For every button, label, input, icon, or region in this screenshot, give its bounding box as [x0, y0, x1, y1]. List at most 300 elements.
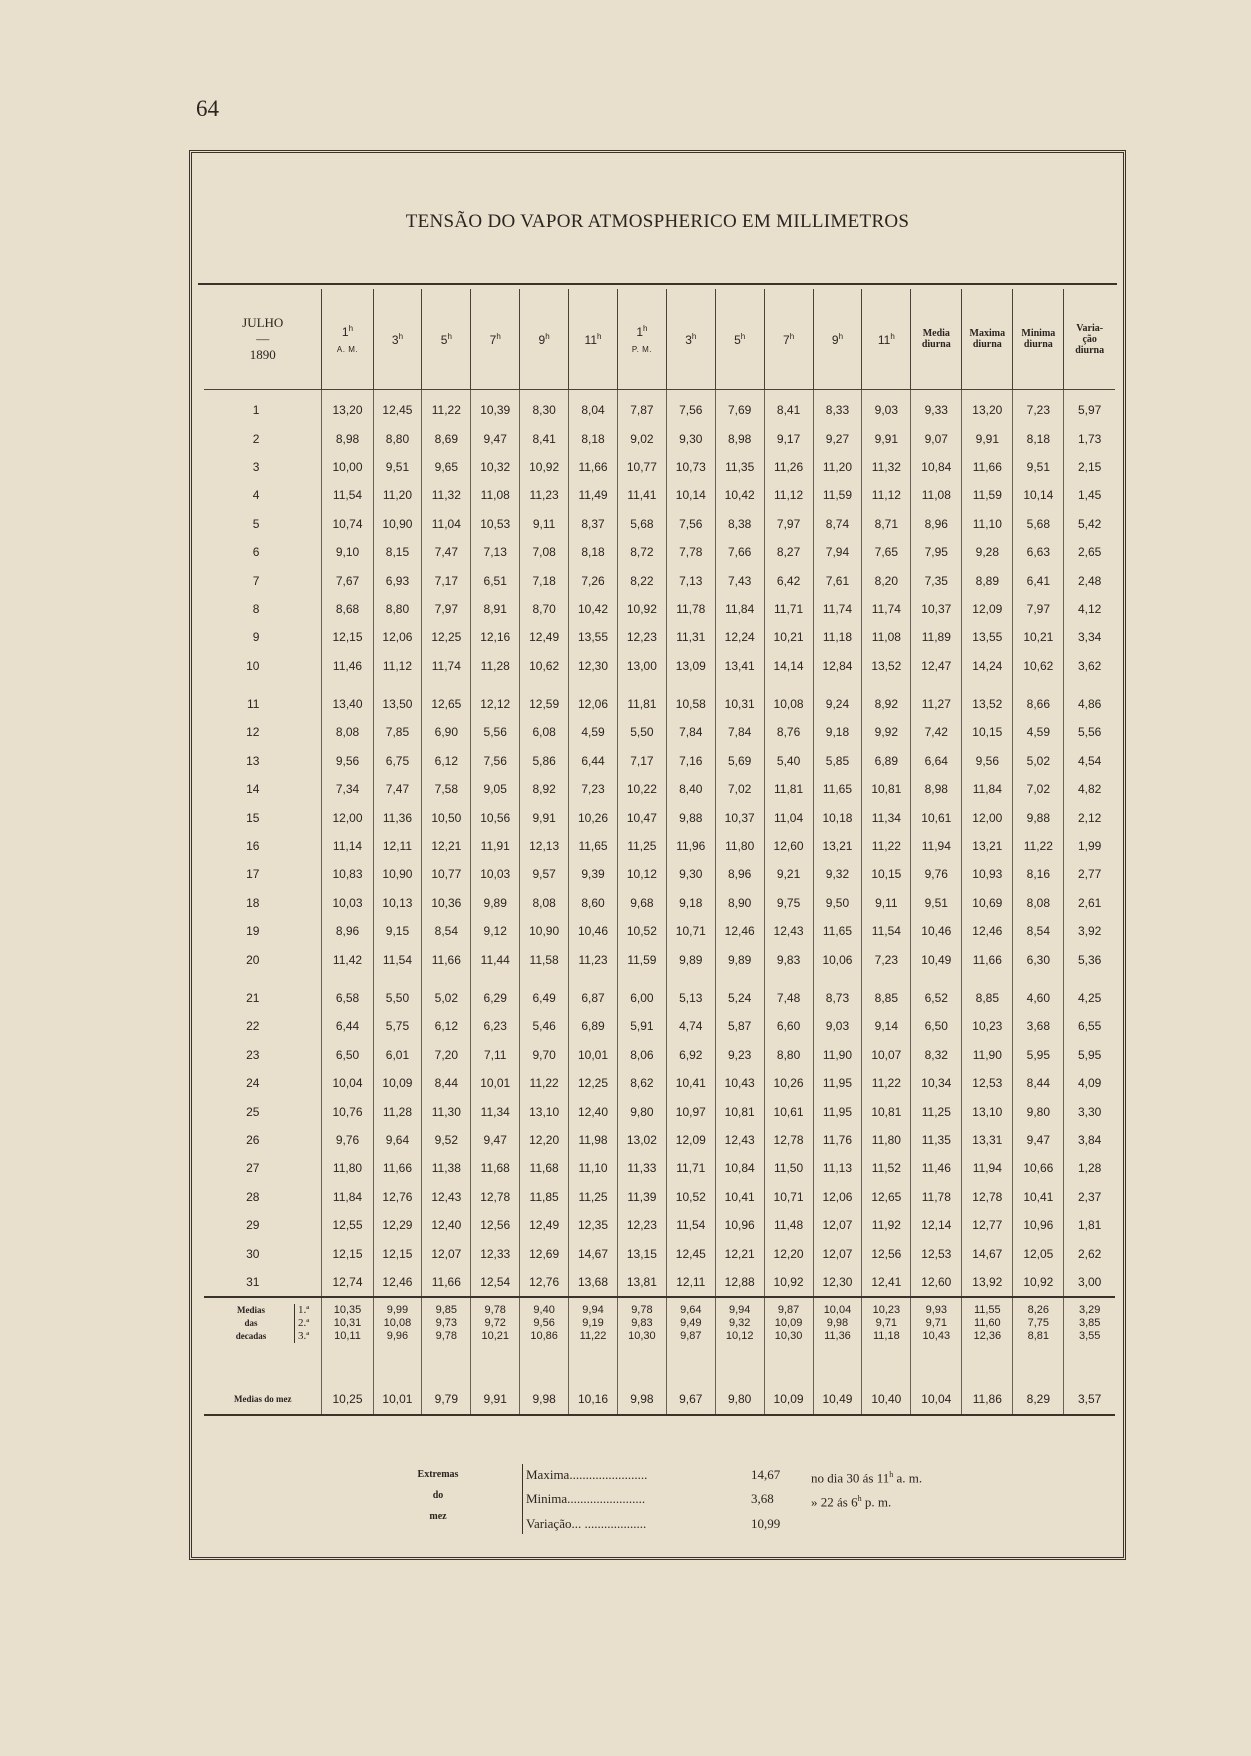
day-cell: 29: [246, 1218, 260, 1233]
value-cell: 9,07: [911, 424, 962, 452]
value-cell: 8,40: [666, 775, 715, 803]
value-cell: 12,55: [322, 1211, 373, 1239]
day-cell: 9: [252, 630, 260, 645]
value-cell: 7,78: [666, 538, 715, 566]
value-cell: 7,47: [373, 775, 422, 803]
value-cell: 12,05: [1013, 1239, 1064, 1267]
value-cell: 9,89: [715, 945, 764, 973]
value-cell: 13,52: [862, 652, 911, 680]
value-cell: 9,47: [471, 1126, 520, 1154]
value-cell: 5,13: [666, 984, 715, 1012]
value-cell: 11,44: [471, 945, 520, 973]
value-cell: 11,32: [862, 453, 911, 481]
value-cell: 10,61: [764, 1097, 813, 1125]
decada-values-cell: 3,29 3,85 3,55: [1064, 1297, 1115, 1366]
value-cell: 10,92: [520, 453, 569, 481]
value-cell: 10,62: [520, 652, 569, 680]
header-row: [204, 289, 1115, 390]
value-cell: 7,17: [422, 566, 471, 594]
value-cell: 3,84: [1064, 1126, 1115, 1154]
value-cell: 7,42: [911, 718, 962, 746]
value-cell: 10,01: [569, 1041, 618, 1069]
table-row: [204, 917, 1115, 945]
table-row: [204, 1126, 1115, 1154]
value-cell: 11,08: [911, 481, 962, 509]
value-cell: 9,56: [322, 747, 373, 775]
value-cell: 7,56: [666, 510, 715, 538]
value-cell: 5,87: [715, 1012, 764, 1040]
value-cell: 9,15: [373, 917, 422, 945]
value-cell: 7,13: [471, 538, 520, 566]
value-cell: 10,15: [962, 718, 1013, 746]
value-cell: 13,68: [569, 1268, 618, 1297]
value-cell: 7,61: [813, 566, 862, 594]
value-cell: 9,65: [422, 453, 471, 481]
value-cell: 12,53: [911, 1239, 962, 1267]
value-cell: 5,68: [1013, 510, 1064, 538]
value-cell: 2,12: [1064, 803, 1115, 831]
value-cell: 11,66: [373, 1154, 422, 1182]
value-cell: 10,01: [471, 1069, 520, 1097]
value-cell: 11,52: [862, 1154, 911, 1182]
value-cell: 9,64: [373, 1126, 422, 1154]
value-cell: 9,47: [471, 424, 520, 452]
value-cell: 8,85: [962, 984, 1013, 1012]
value-cell: 8,16: [1013, 860, 1064, 888]
value-cell: 12,25: [569, 1069, 618, 1097]
value-cell: 12,07: [813, 1239, 862, 1267]
day-cell: 8: [252, 601, 260, 616]
value-cell: 11,18: [813, 623, 862, 651]
value-cell: 12,76: [520, 1268, 569, 1297]
header-maxima-diurna: Maxima diurna: [962, 289, 1013, 390]
value-cell: 8,96: [715, 860, 764, 888]
value-cell: 13,81: [617, 1268, 666, 1297]
value-cell: 1,28: [1064, 1154, 1115, 1182]
extrema-variacao: Variação... ................... 10,99: [526, 1515, 781, 1531]
value-cell: 9,75: [764, 889, 813, 917]
medias-mez-cell: 10,04: [911, 1384, 962, 1415]
value-cell: 13,10: [520, 1097, 569, 1125]
value-cell: 11,54: [373, 945, 422, 973]
value-cell: 6,89: [862, 747, 911, 775]
value-cell: 12,41: [862, 1268, 911, 1297]
value-cell: 11,65: [813, 775, 862, 803]
value-cell: 4,12: [1064, 595, 1115, 623]
value-cell: 10,97: [666, 1097, 715, 1125]
value-cell: 11,74: [422, 652, 471, 680]
decadas-row: [204, 1297, 1115, 1366]
value-cell: 10,96: [1013, 1211, 1064, 1239]
value-cell: 11,10: [569, 1154, 618, 1182]
day-cell: 26: [246, 1132, 260, 1147]
value-cell: 13,92: [962, 1268, 1013, 1297]
value-cell: 11,34: [471, 1097, 520, 1125]
value-cell: 12,06: [813, 1183, 862, 1211]
value-cell: 11,14: [322, 832, 373, 860]
value-cell: 10,52: [617, 917, 666, 945]
decada-values-cell: 9,94 9,32 10,12: [715, 1297, 764, 1366]
value-cell: 8,22: [617, 566, 666, 594]
value-cell: 12,06: [569, 690, 618, 718]
table-row: [204, 481, 1115, 509]
value-cell: 12,23: [617, 1211, 666, 1239]
value-cell: 11,48: [764, 1211, 813, 1239]
value-cell: 12,14: [911, 1211, 962, 1239]
value-cell: 9,89: [471, 889, 520, 917]
day-cell: 2: [252, 431, 260, 446]
value-cell: 6,41: [1013, 566, 1064, 594]
value-cell: 9,03: [813, 1012, 862, 1040]
value-cell: 9,18: [666, 889, 715, 917]
value-cell: 9,88: [1013, 803, 1064, 831]
value-cell: 12,65: [422, 690, 471, 718]
value-cell: 6,60: [764, 1012, 813, 1040]
value-cell: 13,50: [373, 690, 422, 718]
value-cell: 10,90: [520, 917, 569, 945]
value-cell: 11,27: [911, 690, 962, 718]
decada-values-cell: 10,23 9,71 11,18: [862, 1297, 911, 1366]
value-cell: 6,01: [373, 1041, 422, 1069]
day-cell: 7: [252, 573, 260, 588]
value-cell: 12,43: [764, 917, 813, 945]
value-cell: 7,56: [666, 390, 715, 425]
value-cell: 10,74: [322, 510, 373, 538]
day-cell: 27: [246, 1161, 260, 1176]
value-cell: 11,41: [617, 481, 666, 509]
value-cell: 6,58: [322, 984, 373, 1012]
value-cell: 10,49: [911, 945, 962, 973]
value-cell: 11,98: [569, 1126, 618, 1154]
value-cell: 7,94: [813, 538, 862, 566]
medias-mez-label: Medias do mez: [204, 1384, 322, 1415]
value-cell: 12,45: [373, 390, 422, 425]
table-row: [204, 595, 1115, 623]
value-cell: 11,13: [813, 1154, 862, 1182]
value-cell: 7,97: [764, 510, 813, 538]
day-cell: 3: [252, 459, 260, 474]
value-cell: 10,71: [666, 917, 715, 945]
value-cell: 2,65: [1064, 538, 1115, 566]
value-cell: 14,14: [764, 652, 813, 680]
value-cell: 8,90: [715, 889, 764, 917]
value-cell: 1,73: [1064, 424, 1115, 452]
value-cell: 8,92: [862, 690, 911, 718]
value-cell: 11,04: [422, 510, 471, 538]
value-cell: 10,62: [1013, 652, 1064, 680]
value-cell: 10,84: [911, 453, 962, 481]
value-cell: 10,08: [764, 690, 813, 718]
value-cell: 7,85: [373, 718, 422, 746]
value-cell: 9,28: [962, 538, 1013, 566]
header-minima-diurna: Minima diurna: [1013, 289, 1064, 390]
day-cell: 31: [246, 1274, 260, 1289]
value-cell: 12,15: [322, 623, 373, 651]
value-cell: 11,90: [813, 1041, 862, 1069]
header-hour: 11$^h$: [569, 289, 618, 390]
value-cell: 7,43: [715, 566, 764, 594]
value-cell: 12,76: [373, 1183, 422, 1211]
value-cell: 11,66: [569, 453, 618, 481]
value-cell: 9,21: [764, 860, 813, 888]
value-cell: 10,23: [962, 1012, 1013, 1040]
value-cell: 13,09: [666, 652, 715, 680]
value-cell: 8,60: [569, 889, 618, 917]
day-cell: 19: [246, 924, 260, 939]
value-cell: 11,25: [569, 1183, 618, 1211]
value-cell: 3,62: [1064, 652, 1115, 680]
value-cell: 9,51: [911, 889, 962, 917]
value-cell: 11,39: [617, 1183, 666, 1211]
medias-mez-cell: 10,25: [322, 1384, 373, 1415]
header-hour: 9$^h$: [520, 289, 569, 390]
value-cell: 8,68: [322, 595, 373, 623]
value-cell: 10,39: [471, 390, 520, 425]
value-cell: 11,35: [715, 453, 764, 481]
value-cell: 10,61: [911, 803, 962, 831]
value-cell: 9,14: [862, 1012, 911, 1040]
value-cell: 6,90: [422, 718, 471, 746]
value-cell: 4,60: [1013, 984, 1064, 1012]
header-hour: 3$^h$: [373, 289, 422, 390]
value-cell: 5,95: [1013, 1041, 1064, 1069]
header-hour: 7$^h$: [764, 289, 813, 390]
day-cell: 28: [246, 1189, 260, 1204]
medias-mez-cell: 10,40: [862, 1384, 911, 1415]
decada-values-cell: 9,99 10,08 9,96: [373, 1297, 422, 1366]
value-cell: 11,78: [666, 595, 715, 623]
value-cell: 11,31: [666, 623, 715, 651]
value-cell: 12,15: [373, 1239, 422, 1267]
value-cell: 12,78: [764, 1126, 813, 1154]
day-cell: 5: [252, 516, 260, 531]
value-cell: 11,54: [862, 917, 911, 945]
value-cell: 8,38: [715, 510, 764, 538]
value-cell: 9,03: [862, 390, 911, 425]
value-cell: 1,81: [1064, 1211, 1115, 1239]
value-cell: 12,46: [715, 917, 764, 945]
value-cell: 11,49: [569, 481, 618, 509]
value-cell: 10,71: [764, 1183, 813, 1211]
medias-mez-cell: 9,80: [715, 1384, 764, 1415]
value-cell: 6,51: [471, 566, 520, 594]
extrema-minima: Minima........................ 3,68 » 22 ás 6$^h$ p. m.: [526, 1491, 892, 1510]
value-cell: 2,61: [1064, 889, 1115, 917]
value-cell: 5,50: [617, 718, 666, 746]
value-cell: 5,24: [715, 984, 764, 1012]
value-cell: 11,68: [471, 1154, 520, 1182]
value-cell: 11,95: [813, 1097, 862, 1125]
value-cell: 12,29: [373, 1211, 422, 1239]
day-cell: 13: [246, 753, 260, 768]
medias-mez-cell: 3,57: [1064, 1384, 1115, 1415]
value-cell: 12,45: [666, 1239, 715, 1267]
table-row: [204, 510, 1115, 538]
medias-mez-cell: 9,91: [471, 1384, 520, 1415]
value-cell: 7,35: [911, 566, 962, 594]
value-cell: 10,41: [1013, 1183, 1064, 1211]
value-cell: 11,90: [962, 1041, 1013, 1069]
day-cell: 25: [246, 1104, 260, 1119]
value-cell: 12,60: [911, 1268, 962, 1297]
value-cell: 12,60: [764, 832, 813, 860]
decada-values-cell: 10,35 10,31 10,11: [322, 1297, 373, 1366]
table-row: [204, 652, 1115, 680]
value-cell: 8,18: [569, 538, 618, 566]
value-cell: 10,18: [813, 803, 862, 831]
decada-values-cell: 9,78 9,83 10,30: [617, 1297, 666, 1366]
value-cell: 4,54: [1064, 747, 1115, 775]
value-cell: 11,28: [471, 652, 520, 680]
day-cell: 21: [246, 991, 260, 1005]
value-cell: 12,20: [520, 1126, 569, 1154]
value-cell: 5,42: [1064, 510, 1115, 538]
value-cell: 4,59: [1013, 718, 1064, 746]
value-cell: 9,92: [862, 718, 911, 746]
table-row: [204, 747, 1115, 775]
value-cell: 6,63: [1013, 538, 1064, 566]
value-cell: 10,81: [862, 775, 911, 803]
value-cell: 8,54: [1013, 917, 1064, 945]
value-cell: 8,69: [422, 424, 471, 452]
value-cell: 7,02: [1013, 775, 1064, 803]
value-cell: 9,91: [520, 803, 569, 831]
value-cell: 12,78: [962, 1183, 1013, 1211]
header-hour: 5$^h$: [715, 289, 764, 390]
value-cell: 7,18: [520, 566, 569, 594]
value-cell: 10,93: [962, 860, 1013, 888]
value-cell: 10,43: [715, 1069, 764, 1097]
value-cell: 5,46: [520, 1012, 569, 1040]
value-cell: 10,42: [715, 481, 764, 509]
value-cell: 9,80: [1013, 1097, 1064, 1125]
value-cell: 9,47: [1013, 1126, 1064, 1154]
value-cell: 9,52: [422, 1126, 471, 1154]
value-cell: 12,30: [813, 1268, 862, 1297]
value-cell: 8,80: [373, 595, 422, 623]
value-cell: 13,55: [569, 623, 618, 651]
value-cell: 11,80: [862, 1126, 911, 1154]
value-cell: 5,56: [1064, 718, 1115, 746]
value-cell: 8,91: [471, 595, 520, 623]
value-cell: 12,54: [471, 1268, 520, 1297]
value-cell: 13,41: [715, 652, 764, 680]
value-cell: 11,66: [962, 945, 1013, 973]
value-cell: 11,66: [422, 945, 471, 973]
value-cell: 5,36: [1064, 945, 1115, 973]
value-cell: 5,97: [1064, 390, 1115, 425]
value-cell: 11,74: [862, 595, 911, 623]
value-cell: 11,26: [764, 453, 813, 481]
value-cell: 10,90: [373, 510, 422, 538]
value-cell: 12,33: [471, 1239, 520, 1267]
value-cell: 12,47: [911, 652, 962, 680]
value-cell: 7,17: [617, 747, 666, 775]
value-cell: 10,96: [715, 1211, 764, 1239]
day-cell: 14: [246, 782, 260, 797]
value-cell: 9,11: [520, 510, 569, 538]
value-cell: 9,12: [471, 917, 520, 945]
value-cell: 7,47: [422, 538, 471, 566]
header-dash: —: [256, 331, 270, 346]
value-cell: 8,80: [373, 424, 422, 452]
value-cell: 11,38: [422, 1154, 471, 1182]
value-cell: 6,23: [471, 1012, 520, 1040]
value-cell: 9,32: [813, 860, 862, 888]
medias-mez-cell: 11,86: [962, 1384, 1013, 1415]
value-cell: 10,92: [764, 1268, 813, 1297]
value-cell: 10,26: [569, 803, 618, 831]
value-cell: 12,07: [813, 1211, 862, 1239]
value-cell: 4,09: [1064, 1069, 1115, 1097]
value-cell: 8,37: [569, 510, 618, 538]
value-cell: 10,53: [471, 510, 520, 538]
value-cell: 8,18: [1013, 424, 1064, 452]
value-cell: 12,09: [666, 1126, 715, 1154]
value-cell: 11,89: [911, 623, 962, 651]
day-cell: 12: [246, 725, 260, 740]
value-cell: 9,91: [962, 424, 1013, 452]
medias-mez-cell: 9,98: [617, 1384, 666, 1415]
value-cell: 8,18: [569, 424, 618, 452]
value-cell: 13,10: [962, 1097, 1013, 1125]
day-cell: 20: [246, 952, 260, 967]
value-cell: 8,92: [520, 775, 569, 803]
value-cell: 7,23: [862, 945, 911, 973]
value-cell: 12,84: [813, 652, 862, 680]
value-cell: 7,08: [520, 538, 569, 566]
value-cell: 9,30: [666, 860, 715, 888]
decada-values-cell: 9,85 9,73 9,78: [422, 1297, 471, 1366]
value-cell: 6,75: [373, 747, 422, 775]
value-cell: 7,95: [911, 538, 962, 566]
table-row: [204, 1012, 1115, 1040]
table-body: [204, 390, 1115, 1416]
value-cell: 13,52: [962, 690, 1013, 718]
value-cell: 13,15: [617, 1239, 666, 1267]
value-cell: 9,10: [322, 538, 373, 566]
value-cell: 10,90: [373, 860, 422, 888]
value-cell: 13,31: [962, 1126, 1013, 1154]
value-cell: 9,88: [666, 803, 715, 831]
value-cell: 12,56: [862, 1239, 911, 1267]
table-row: [204, 718, 1115, 746]
value-cell: 5,85: [813, 747, 862, 775]
value-cell: 11,42: [322, 945, 373, 973]
value-cell: 6,00: [617, 984, 666, 1012]
value-cell: 13,21: [813, 832, 862, 860]
value-cell: 9,27: [813, 424, 862, 452]
medias-mez-cell: 8,29: [1013, 1384, 1064, 1415]
table-frame: [189, 150, 1126, 1560]
value-cell: 12,69: [520, 1239, 569, 1267]
value-cell: 8,44: [422, 1069, 471, 1097]
value-cell: 10,73: [666, 453, 715, 481]
header-media-diurna: Media diurna: [911, 289, 962, 390]
value-cell: 12,78: [471, 1183, 520, 1211]
value-cell: 7,48: [764, 984, 813, 1012]
value-cell: 12,12: [471, 690, 520, 718]
value-cell: 13,00: [617, 652, 666, 680]
value-cell: 10,77: [422, 860, 471, 888]
value-cell: 8,73: [813, 984, 862, 1012]
value-cell: 11,78: [911, 1183, 962, 1211]
value-cell: 6,12: [422, 1012, 471, 1040]
value-cell: 12,88: [715, 1268, 764, 1297]
header-month-year: [204, 289, 322, 390]
day-cell: 4: [252, 488, 260, 503]
value-cell: 2,62: [1064, 1239, 1115, 1267]
